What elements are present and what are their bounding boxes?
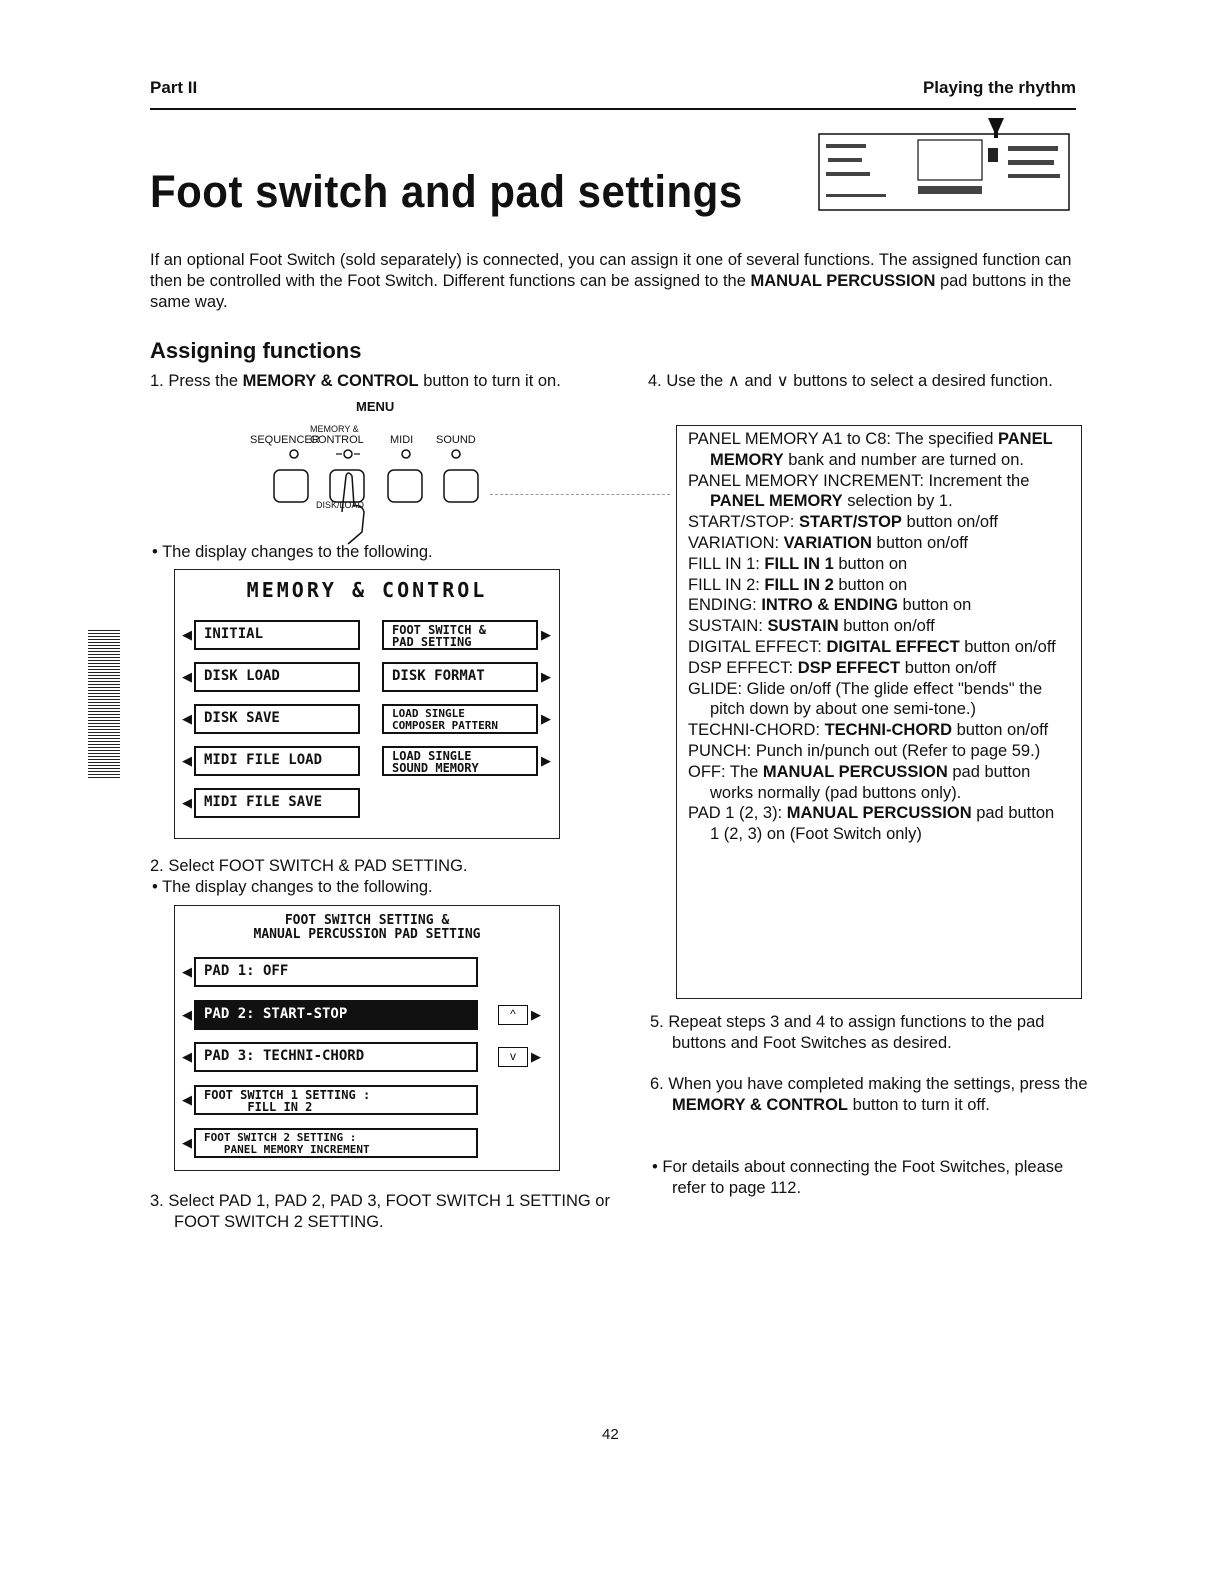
section-heading: Assigning functions bbox=[150, 338, 362, 363]
function-bold: FILL IN 2 bbox=[764, 575, 834, 594]
left-arrow-icon: ◀ bbox=[182, 669, 192, 684]
bullet-1: • The display changes to the following. bbox=[152, 543, 433, 561]
part-label: Part II bbox=[150, 78, 198, 97]
function-bold: MANUAL PERCUSSION bbox=[762, 762, 948, 781]
panel-buttons-diagram bbox=[268, 446, 488, 546]
left-arrow-icon: ◀ bbox=[182, 711, 192, 726]
initial-button[interactable]: INITIAL bbox=[194, 620, 360, 650]
step-2: 2. Select FOOT SWITCH & PAD SETTING. bbox=[150, 857, 468, 875]
lcd-2-title-line-1: FOOT SWITCH SETTING & bbox=[284, 913, 450, 928]
midi-file-load-button[interactable]: MIDI FILE LOAD bbox=[194, 746, 360, 776]
step-1-bold: MEMORY & CONTROL bbox=[242, 372, 419, 390]
menu-label: MENU bbox=[356, 399, 395, 414]
right-arrow-icon: ▶ bbox=[541, 711, 551, 726]
step-6-bold: MEMORY & CONTROL bbox=[672, 1096, 848, 1114]
function-bold: DSP EFFECT bbox=[797, 658, 901, 677]
chapter-label: Playing the rhythm bbox=[922, 78, 1076, 97]
function-text-end: bank and number are turned on. bbox=[783, 450, 1024, 469]
disk-save-button[interactable]: DISK SAVE bbox=[194, 704, 360, 734]
foot-switch-2-setting[interactable]: FOOT SWITCH 2 SETTING : PANEL MEMORY INCREMENT bbox=[194, 1128, 478, 1158]
function-item bbox=[688, 512, 1066, 533]
step-1 bbox=[150, 371, 614, 392]
function-item bbox=[688, 533, 1066, 554]
function-text: GLIDE: Glide on/off (The glide effect "bends" the pitch down by about one semi-tone.) bbox=[688, 679, 1043, 719]
left-arrow-icon: ◀ bbox=[182, 964, 192, 979]
function-text-end: button on/off bbox=[959, 637, 1056, 656]
function-text-end: button on bbox=[833, 575, 908, 594]
left-arrow-icon: ◀ bbox=[182, 1007, 192, 1022]
intro-text: If an optional Foot Switch (sold separately) is connected, you can assign it one of several functions. The assigned function can then be controlled with the Foot Switch. Different functions can be assigned to the bbox=[150, 251, 1072, 290]
note-foot-switch-page: • For details about connecting the Foot Switches, please refer to page 112. bbox=[652, 1158, 1064, 1197]
function-text: DSP EFFECT: bbox=[688, 658, 798, 677]
sound-label: SOUND bbox=[436, 434, 476, 446]
function-text: OFF: The bbox=[688, 762, 763, 781]
function-bold: DIGITAL EFFECT bbox=[826, 637, 960, 656]
function-text-end: button on bbox=[833, 554, 908, 573]
function-bold: SUSTAIN bbox=[767, 617, 839, 636]
function-bold: START/STOP bbox=[798, 513, 902, 532]
function-text-end: button on/off bbox=[871, 533, 968, 552]
function-text-end: button on/off bbox=[952, 721, 1049, 740]
sequencer-label: SEQUENCER bbox=[250, 434, 320, 446]
left-arrow-icon: ◀ bbox=[182, 795, 192, 810]
right-arrow-icon: ▶ bbox=[531, 1049, 541, 1064]
intro-paragraph bbox=[150, 250, 1080, 313]
left-arrow-icon: ◀ bbox=[182, 627, 192, 642]
step-6 bbox=[650, 1074, 1100, 1116]
lcd-2-title bbox=[175, 914, 559, 942]
function-bold: PANEL MEMORY bbox=[710, 492, 843, 511]
function-text: VARIATION: bbox=[688, 533, 784, 552]
function-text: FILL IN 1: bbox=[688, 554, 765, 573]
lcd-2-title-line-2: MANUAL PERCUSSION PAD SETTING bbox=[253, 927, 481, 942]
page-title: Foot switch and pad settings bbox=[150, 166, 743, 217]
left-arrow-icon: ◀ bbox=[182, 1049, 192, 1064]
intro-bold: MANUAL PERCUSSION bbox=[750, 272, 936, 290]
midi-file-save-button[interactable]: MIDI FILE SAVE bbox=[194, 788, 360, 818]
function-item bbox=[688, 741, 1066, 762]
function-bold: INTRO & ENDING bbox=[761, 596, 898, 615]
function-item bbox=[688, 575, 1066, 596]
function-item bbox=[688, 616, 1066, 637]
step-1-text: 1. Press the bbox=[150, 372, 243, 390]
function-bold: MANUAL PERCUSSION bbox=[786, 804, 972, 823]
step-4: 4. Use the ∧ and ∨ buttons to select a desired function. bbox=[648, 372, 1053, 390]
control-label: CONTROL bbox=[310, 434, 364, 446]
function-list bbox=[688, 429, 1066, 845]
function-text: PANEL MEMORY INCREMENT: Increment the bbox=[688, 471, 1030, 490]
function-item bbox=[688, 762, 1066, 804]
function-bold: VARIATION bbox=[783, 533, 872, 552]
pad-2-setting-selected[interactable]: PAD 2: START-STOP bbox=[194, 1000, 478, 1030]
function-text: PUNCH: Punch in/punch out (Refer to page 59.) bbox=[688, 741, 1041, 760]
function-text: FILL IN 2: bbox=[688, 575, 765, 594]
function-item bbox=[688, 554, 1066, 575]
step-3: 3. Select PAD 1, PAD 2, PAD 3, FOOT SWITCH 1 SETTING or FOOT SWITCH 2 SETTING. bbox=[150, 1192, 610, 1231]
pad-1-setting[interactable]: PAD 1: OFF bbox=[194, 957, 478, 987]
function-text-end: button on/off bbox=[900, 658, 997, 677]
intro-text-end: pad buttons in the same way. bbox=[150, 272, 1072, 311]
foot-switch-pad-setting-button[interactable]: FOOT SWITCH & PAD SETTING bbox=[382, 620, 538, 650]
right-arrow-icon: ▶ bbox=[541, 627, 551, 642]
function-bold: TECHNI-CHORD bbox=[824, 721, 952, 740]
function-text-end: pad button 1 (2, 3) on (Foot Switch only) bbox=[710, 804, 1055, 844]
function-item bbox=[688, 595, 1066, 616]
function-text: TECHNI-CHORD: bbox=[688, 721, 825, 740]
pad-3-setting[interactable]: PAD 3: TECHNI-CHORD bbox=[194, 1042, 478, 1072]
step-1-text-end: button to turn it on. bbox=[418, 372, 561, 390]
function-text: PAD 1 (2, 3): bbox=[688, 804, 787, 823]
function-item bbox=[688, 720, 1066, 741]
header-rule bbox=[150, 108, 1076, 110]
lcd-1-title: MEMORY & CONTROL bbox=[246, 578, 488, 602]
midi-label: MIDI bbox=[390, 434, 414, 446]
memory-label: MEMORY & bbox=[310, 424, 359, 434]
disk-load-label: DISK/LOAD bbox=[316, 500, 365, 510]
keyboard-thumbnail-icon bbox=[818, 118, 1070, 212]
function-text: SUSTAIN: bbox=[688, 617, 768, 636]
load-single-composer-pattern-button[interactable]: LOAD SINGLE COMPOSER PATTERN bbox=[382, 704, 538, 734]
step-5: 5. Repeat steps 3 and 4 to assign functions to the pad buttons and Foot Switches as desired. bbox=[650, 1013, 1045, 1052]
function-text-end: button on bbox=[897, 596, 972, 615]
function-text: PANEL MEMORY A1 to C8: The specified bbox=[688, 430, 998, 448]
foot-switch-1-setting[interactable]: FOOT SWITCH 1 SETTING : FILL IN 2 bbox=[194, 1085, 478, 1115]
function-item bbox=[688, 679, 1066, 721]
function-item bbox=[688, 471, 1066, 513]
scroll-up-icon[interactable]: ^ bbox=[498, 1005, 528, 1025]
function-text-end: button on/off bbox=[838, 617, 935, 636]
function-bold: PANEL MEMORY bbox=[710, 430, 1053, 469]
function-text-end: selection by 1. bbox=[842, 492, 953, 511]
load-single-sound-memory-button[interactable]: LOAD SINGLE SOUND MEMORY bbox=[382, 746, 538, 776]
leader-line bbox=[490, 494, 670, 495]
margin-barcode bbox=[88, 628, 120, 778]
function-text: ENDING: bbox=[688, 596, 762, 615]
page-number: 42 bbox=[602, 1426, 619, 1443]
function-text: DIGITAL EFFECT: bbox=[688, 637, 827, 656]
function-item bbox=[688, 637, 1066, 658]
function-bold: FILL IN 1 bbox=[764, 554, 834, 573]
left-arrow-icon: ◀ bbox=[182, 1092, 192, 1107]
right-arrow-icon: ▶ bbox=[541, 669, 551, 684]
bullet-2: • The display changes to the following. bbox=[152, 878, 433, 896]
function-text-end: pad button works normally (pad buttons only). bbox=[710, 762, 1031, 802]
disk-load-button[interactable]: DISK LOAD bbox=[194, 662, 360, 692]
right-arrow-icon: ▶ bbox=[531, 1007, 541, 1022]
function-text: START/STOP: bbox=[688, 513, 799, 532]
left-arrow-icon: ◀ bbox=[182, 1135, 192, 1150]
function-item bbox=[688, 658, 1066, 679]
function-item bbox=[688, 803, 1066, 845]
disk-format-button[interactable]: DISK FORMAT bbox=[382, 662, 538, 692]
function-text-end: button on/off bbox=[901, 513, 998, 532]
right-arrow-icon: ▶ bbox=[541, 753, 551, 768]
step-6-text-end: button to turn it off. bbox=[848, 1096, 990, 1114]
left-arrow-icon: ◀ bbox=[182, 753, 192, 768]
step-6-text: 6. When you have completed making the settings, press the bbox=[650, 1075, 1088, 1093]
function-item bbox=[688, 429, 1066, 471]
scroll-down-icon[interactable]: v bbox=[498, 1047, 528, 1067]
